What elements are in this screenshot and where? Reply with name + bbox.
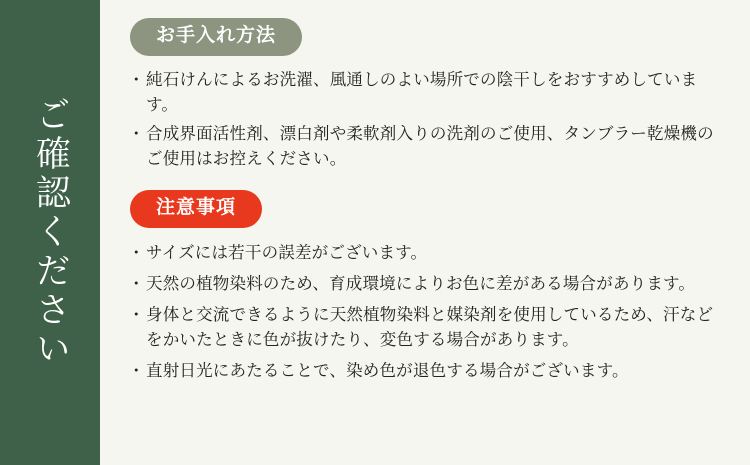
section-caution: [130, 190, 728, 384]
section-care-heading: お手入れ方法: [130, 18, 302, 56]
list-item: ・ 合成界面活性剤、漂白剤や柔軟剤入りの洗剤のご使用、タンブラー乾燥機のご使用はお控えください。: [130, 122, 728, 172]
list-item: ・ 純石けんによるお洗濯、風通しのよい場所での陰干しをおすすめしています。: [130, 68, 728, 118]
section-care-list: [130, 68, 728, 172]
list-item: ・ 天然の植物染料のため、育成環境によりお色に差がある場合があります。: [130, 272, 728, 297]
list-item: ・ 身体と交流できるように天然植物染料と媒染剤を使用しているため、汗などをかいたときに色が抜けたり、変色する場合があります。: [130, 303, 728, 353]
section-caution-list: [130, 241, 728, 384]
side-band-title: ご確認ください: [31, 96, 71, 369]
section-caution-heading: 注意事項: [130, 190, 262, 228]
content-area: [100, 0, 750, 465]
section-care: [130, 18, 728, 172]
list-item: ・ 直射日光にあたることで、染め色が退色する場合がございます。: [130, 359, 728, 384]
side-band: [0, 0, 100, 465]
list-item: ・ サイズには若干の誤差がございます。: [130, 241, 728, 266]
